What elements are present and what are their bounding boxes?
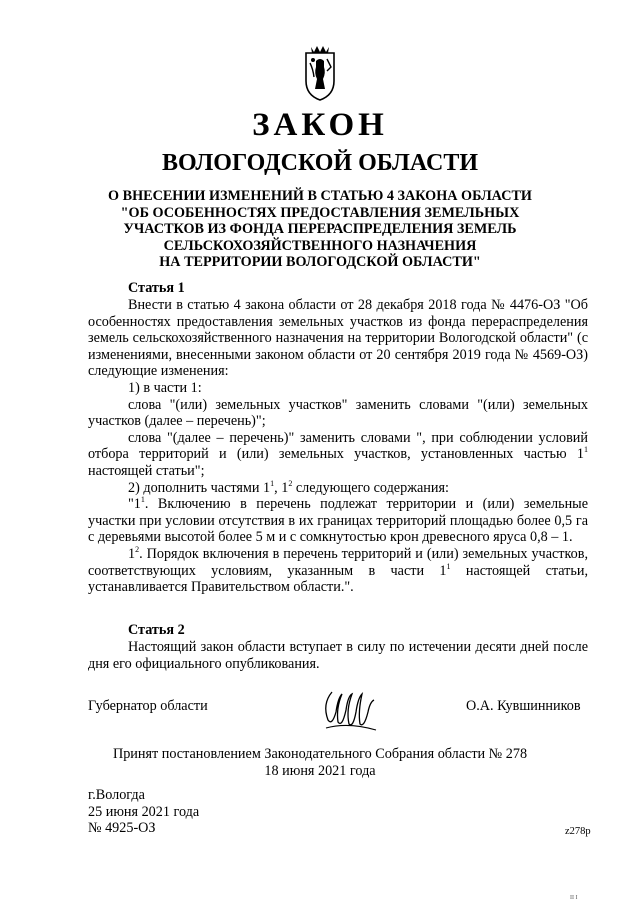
signing-date: 25 июня 2021 года (88, 803, 200, 820)
law-subtitle (80, 188, 560, 271)
vologda-coat-of-arms-icon (300, 43, 340, 103)
article-2-heading: Статья 2 (128, 622, 185, 638)
footer-mark: II I (570, 895, 578, 901)
city: г.Вологда (88, 787, 145, 803)
adoption-line-1: Принят постановлением Законодательного Собрания области № 278 (112, 746, 528, 762)
adoption-note (0, 746, 640, 779)
article-1-intro: Внести в статью 4 закона области от 28 декабря 2018 года № 4476-ОЗ "Об особенностях предоставления земельных участков из фонда перераспределения земель сельскохозяйственного назначения на территории Вологодской области" (с изменениями, внесенными законом области от 20 сентября 2019 года № 4569-ОЗ) следующие изменения: (88, 297, 588, 380)
article-1-item-1-a: слова "(или) земельных участков" заменить словами "(или) земельных участков (далее – перечень)"; (88, 396, 588, 430)
subtitle-line: О ВНЕСЕНИИ ИЗМЕНЕНИЙ В СТАТЬЮ 4 ЗАКОНА ОБЛАСТИ (108, 188, 532, 204)
article-1-item-1: 1) в части 1: (128, 379, 202, 396)
law-region: ВОЛОГОДСКОЙ ОБЛАСТИ (161, 150, 479, 176)
subtitle-line: УЧАСТКОВ ИЗ ФОНДА ПЕРЕРАСПРЕДЕЛЕНИЯ ЗЕМЕЛЬ (123, 221, 517, 238)
signatory-name: О.А. Кувшинников (466, 698, 581, 714)
article-2-body (88, 639, 588, 672)
law-number: № 4925-ОЗ (88, 820, 156, 837)
subtitle-line: "ОБ ОСОБЕННОСТЯХ ПРЕДОСТАВЛЕНИЯ ЗЕМЕЛЬНЫХ (120, 204, 520, 221)
adoption-line-2: 18 июня 2021 года (264, 762, 376, 779)
document-code: z278p (565, 826, 591, 837)
place-and-date (88, 787, 199, 837)
article-1-heading: Статья 1 (128, 280, 185, 296)
article-1-body (88, 297, 588, 596)
article-1-item-1-b: слова "(далее – перечень)" заменить словами ", при соблюдении условий отбора территорий и (или) земельных участков, установленных частью $1^1$ настоящей статьи"; (88, 429, 588, 479)
article-1-part-1-1: "$1^1$. Включению в перечень подлежат территории и (или) земельные участки при условии отсутствия в их границах территорий площадью более 0,5 га с деревьями высотой более 5 м и с сомкнутостью крон древесного яруса 0,8 – 1. (88, 495, 588, 546)
article-2-text: Настоящий закон области вступает в силу по истечении десяти дней после дня его официального опубликования. (88, 639, 588, 672)
subtitle-line: НА ТЕРРИТОРИИ ВОЛОГОДСКОЙ ОБЛАСТИ" (159, 254, 481, 271)
article-1-item-2: 2) дополнить частями $1^1$, $1^2$ следующего содержания: (128, 478, 449, 496)
subtitle-line: СЕЛЬСКОХОЗЯЙСТВЕННОГО НАЗНАЧЕНИЯ (163, 237, 477, 254)
article-1-part-1-2: $1^2$. Порядок включения в перечень территорий и (или) земельных участков, соответствующих условиям, указанным в части $1^1$ настоящей статьи, устанавливается Правительством области.". (88, 544, 588, 596)
handwritten-signature-icon (318, 682, 380, 736)
law-title: ЗАКОН (252, 107, 388, 143)
signatory-position: Губернатор области (88, 698, 208, 714)
